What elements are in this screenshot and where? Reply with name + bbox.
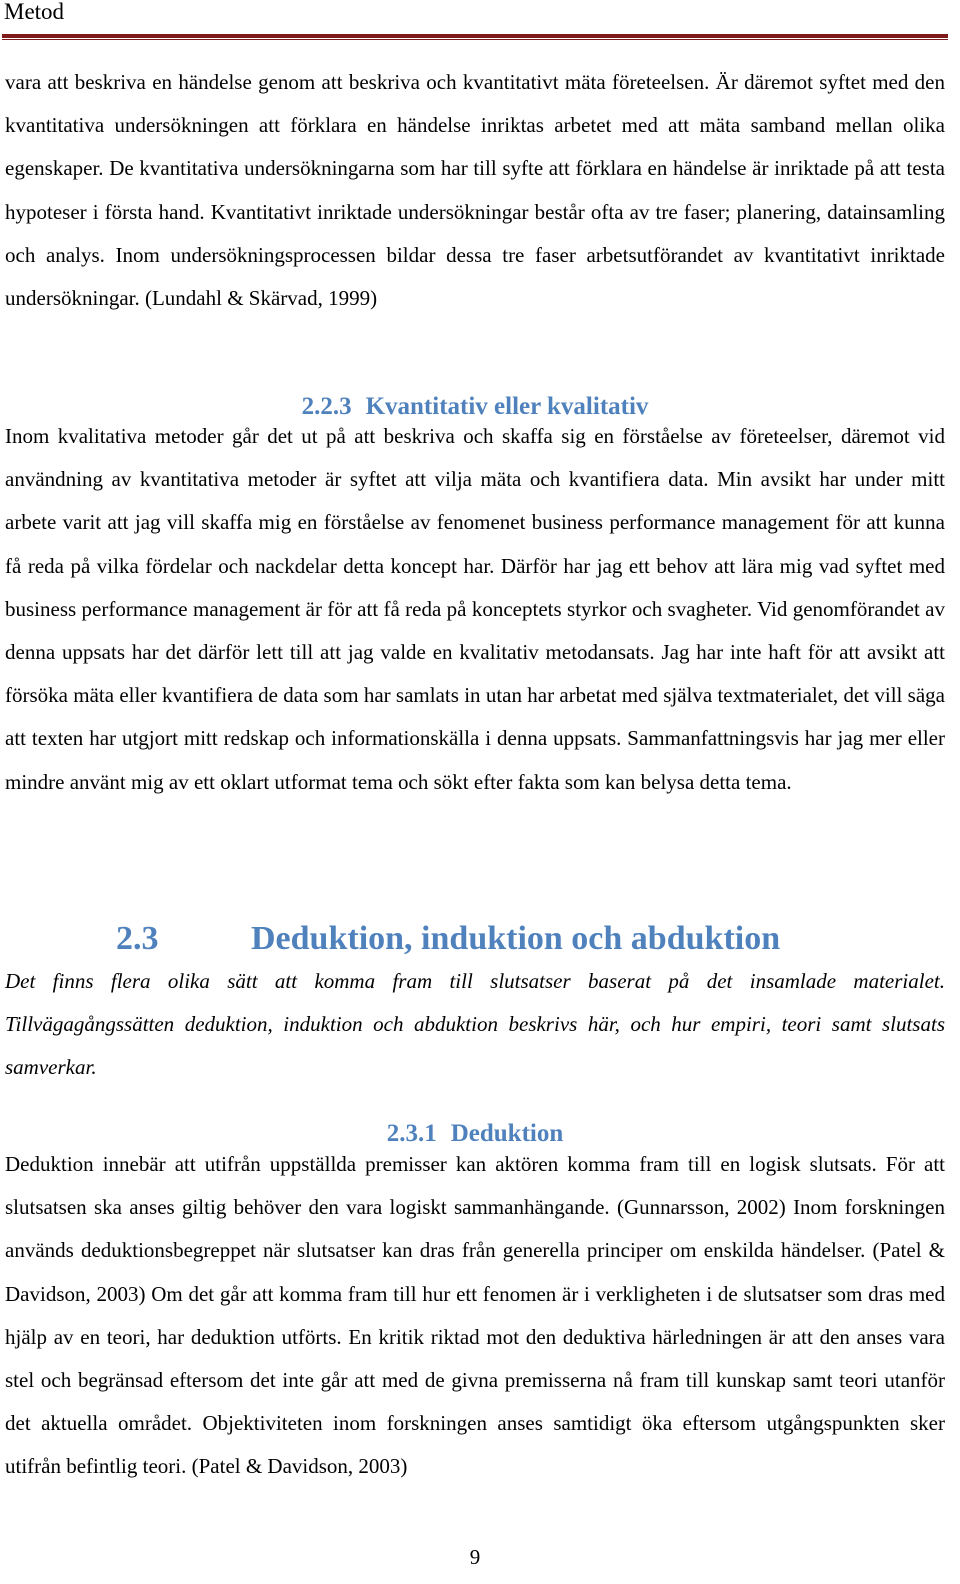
running-header-title: Metod xyxy=(4,0,65,24)
header-rule-thick xyxy=(2,34,948,38)
heading-number: 2.3.1 xyxy=(386,1120,437,1147)
paragraph-intro-italic: Det finns flera olika sätt att komma fram till slutsatser baserat på det insamlade materialet. Tillvägagångssätten deduktion, induktion och abduktion beskrivs här, och hur empiri, teori samt slutsats samverkar. xyxy=(5,969,945,1080)
heading-title: Deduktion, induktion och abduktion xyxy=(251,920,781,957)
heading-title: Kvantitativ eller kvalitativ xyxy=(365,393,649,420)
paragraph-quantitative-purpose: vara att beskriva en händelse genom att beskriva och kvantitativt mäta företeelsen. Är däremot syftet med den kvantitativa undersökningen att förklara en händelse inriktas arbetet med att mäta samband mellan olika egenskaper. De kvantitativa undersökningarna som har till syfte att förklara en händelse är inriktade på att testa hypoteser i första hand. Kvantitativt inriktade undersökningar består ofta av tre faser; planering, datainsamling och analys. Inom undersökningsprocessen bildar dessa tre faser arbetsutförandet av kvantitativt inriktade undersökningar. (Lundahl & Skärvad, 1999) xyxy=(5,70,945,311)
header-rule-thin xyxy=(2,39,948,40)
page-number: 9 xyxy=(469,1545,481,1569)
paragraph-qualitative-method: Inom kvalitativa metoder går det ut på att beskriva och skaffa sig en förståelse av företeelser, däremot vid användning av kvantitativa metoder är syftet att vilja mäta och kvantifiera data. Min avsikt har under mitt arbete varit att jag vill skaffa mig en förståelse av fenomenet business performance management för att kunna få reda på vilka fördelar och nackdelar detta koncept har. Därför har jag ett behov att lära mig vad syftet med business performance management är för att få reda på konceptets styrkor och svagheter. Vid genomförandet av denna uppsats har det därför lett till att jag valde en kvalitativ metodansats. Jag har inte haft för att avsikt att försöka mäta eller kvantifiera de data som har samlats in utan har arbetat med själva textmaterialet, det vill säga att texten har utgjort mitt redskap och informationskälla i denna uppsats. Sammanfattningsvis har jag mer eller mindre använt mig av ett oklart utformat tema och sökt efter fakta som kan belysa detta tema. xyxy=(5,424,945,794)
paragraph-deduction: Deduktion innebär att utifrån uppställda premisser kan aktören komma fram till en logisk slutsats. För att slutsatsen ska anses giltig behöver den vara logiskt sammanhängande. (Gunnarsson, 2002) Inom forskningen används deduktionsbegreppet när slutsatser kan dras från generella principer om enskilda händelser. (Patel & Davidson, 2003) Om det går att komma fram till hur ett fenomen är i verkligheten i de slutsatser som dras med hjälp av en teori, har deduktion utförts. En kritik riktad mot den deduktiva härledningen är att den anses vara stel och begränsad eftersom det inte går att med de givna premisserna nå fram till kunskap samt teori utanför det aktuella området. Objektiviteten inom forskningen anses samtidigt öka eftersom utgångspunkten sker utifrån befintlig teori. (Patel & Davidson, 2003) xyxy=(5,1152,945,1479)
heading-number: 2.2.3 xyxy=(301,393,352,420)
heading-number: 2.3 xyxy=(116,920,159,957)
heading-title: Deduktion xyxy=(450,1120,564,1147)
